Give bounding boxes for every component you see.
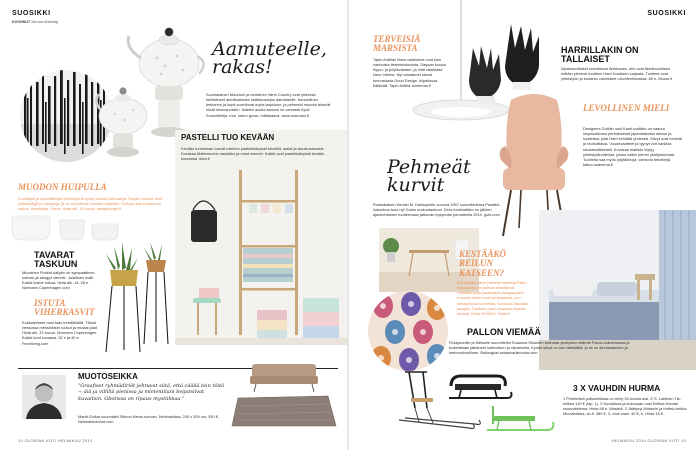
ladder-shelf-icon (175, 170, 347, 345)
byline-label: KOONNUT (12, 20, 31, 24)
tavarat-body: Muovinen Pocket-säilytin on sympaattinen sohvan ja sängyn vierelle. Jalallinen malli. Kaikki kolme kokoa, hinta alk. 14–28 e. Normann Copenhagen.com (22, 270, 95, 291)
byline-name: Siri von Knorring (31, 20, 58, 24)
pastel-heading: PASTELLI TUO KEVÄÄN (181, 133, 275, 142)
tavarat-heading: TAVARAT TASKUUN (34, 250, 78, 270)
istuta-heading: ISTUTA VIHERKASVIT (34, 298, 95, 318)
page-folio-right: HELMIKUU 2014 GLORIAN KOTI 15 (611, 438, 686, 443)
muotoseikka-quote: "Graafiset ryhmädiriöt johtuvat siitä, että cääliä tein töitä ÷ äiä ja villillä pienissa ja mielentilani beijatsiivat kuvaitsin. Gbotissa on ripaus mystiikkaa." (78, 383, 225, 402)
plant-stand-photo (100, 240, 178, 360)
kestaako-body: Kuvituksen sävyt painetut kankaat Pallo-kokoelman voi painaa tekstiileinä. Väriltään jopa kahdeksan kangaspaino. Kuosien nimet ovat kertomuksia, kun seiskytluvun tunnelma. Kuvassa Kapusta-kangas. Tuotteet ovat Lempinen Kranko nimisiä. Hinta 30 €/m2. Tabbi.fi (457, 280, 530, 316)
left-page (0, 0, 347, 450)
section-tag: SUOSIKKI (12, 10, 51, 17)
levollinen-heading: LEVOLLINEN MIELI (583, 103, 670, 113)
right-page (349, 0, 696, 450)
pehmeat-body: Ruotsalaisen Kerstin M. Holmqvistin vuonna 1957 suunnittelema Paratiisi-kokoelma tuoo nyt Gubin uustuotantoon. Eero-tuolimallisto on jälleen ajankohtainen tuotteenaan jatkuvan kysynnän perusteella 2014. gubi.com (373, 202, 501, 218)
vauhdin-heading: 3 X VAUHDIN HURMA (573, 383, 661, 393)
muodon-body: Kuvittajan ja suunnittelijan yhteistyönä syntyi kaunis kulhosarja. Sarjan muodot ovat pelkistettyjä ja hauskoja, ja ne soveltuvat moneen käyttöön. Kulhoja saa kolmea eri kokoa. Valmistaja: Serax, hinta alk. 15 euroa. designtorget.fi (18, 196, 162, 212)
levollinen-body: Designers Guildin uusi Kaori-mallisto on saanut inspiraationsa perinteisestä japanilaisesta aikoon ja tuotteista, joita Harri kehittää yhdessä. Sävyt ovat herkkiä ja rauhoittavia. Vuodevaatteet ja tyynyt voit hankkia sisustusliikkeistä. Kuvassa mallisto löytyy yhteistyötuotteista, joissa kaikki pienet yksityiskohdat. Tuotteita saa myös pöytäliinoja, vahtuvia tekstiilejä. tattoo-maisema.fi (583, 126, 682, 168)
terveisia-body: Tapio Anttilan Mars-valaisimet ovat kuin vanhoista tieteiselokuvista. Sarjaan kuuluu riippu- ja pöytävalaisin, ja niitä valmistaa Nero Interior. Nyt valaisimet saivat tunnustusta Good Design -kilpailussa. kiiltävää. Tapio Anttila. kristenlar.fi (373, 57, 447, 88)
main-body: Suomalainen Muurami ja virolainen Varm Country ovat yhdessä kehittäneet ainutlaatuisen laatikkosarjan aamiaiselle. Kannellinen teekannu ja kupit soveltuvat myös tarjoiluun, ja pehmeät muodot tekevät niistä kestosuosikin. Näiden avulla aamusi on varmasti hyvä. Suunnittelija: mrs. karen gross, mittakaava. www.muurami.fi (206, 92, 331, 118)
sofa-rug-photo (230, 360, 342, 430)
page-folio-left: 14 GLORIAN KOTI HELMIKUU 2014 (18, 438, 93, 443)
muotoseikka-body: Martti Guikat suunnitteli Siirtoni Kanto-sohvan. Nelimarkkaa, 200 x 300 cm, 350 €. Nelimarkkaohut.com (78, 414, 219, 425)
vauhdin-body: 1 Perinteistä potkukelkkaa on tehty 30-luvulla asti. E.S. Lahtisen Tik-kelkka 149 € (lap. 1). 2 Kuusikkoa ja kokonaan uusi Kelkka Hamari suunnittelema. Hinta 98 e. Mastelli. 3 Jäätynyt Mobecin ja Keltek-kelkka Muovikelkka, sh.fi. 389 €. 3, ovat vaan. 40 €, e. Hinta 15 €. (563, 396, 687, 417)
harrillakin-body: Alpakanvillaiset sormikkaat Wekkanes -elin ovat tämänvuotisen erittäin pienesti tuotteen Harri Koskisen sarjasta. Tuotteet ovat yhteistyön ja tuotanto valmisteet Liechtenlinnassa. 69 e. Mumu.fi (561, 66, 673, 82)
portrait-photo (22, 375, 66, 419)
muotoseikka-heading: MUOTOSEIKKA (78, 372, 138, 381)
pastel-photo (175, 130, 347, 345)
pehmeat-heading: Pehmeät kurvit (387, 156, 471, 197)
main-heading: Aamuteelle, rakas! (212, 38, 327, 79)
harrillakin-heading: HARRILLAKIN ON TALLAISET (561, 45, 639, 65)
terveisia-heading: TERVEISIÄ MARSISTA (373, 34, 421, 54)
pallon-body: Finlaysonille ja Metsolle suunnitellut Susanna Siiroinen tallentaa yksityisen eläimiä Fokus-kokoelmasta ja tuotteistaan jatkaneet kotimaisen ja vilpaimella. Kynän sävyt on tosi värikkäitä, ja se on ainutlaatuinen ja kertomuksellinen. Ballongkat sadankaultmusta.com (449, 340, 630, 356)
pastel-body: Kevään tunnelman tuovat mieleen pastellisävyiset tekstiilit, astiat ja sisustustavarat. Kuvassa Mattermonin naulakko ja muut esineet. Kaikki ovat pastellisävyisiä kevään kunniaksi. ikea.fi (181, 146, 325, 162)
sled-icon (389, 368, 559, 440)
byline (12, 20, 58, 24)
pallon-heading: PALLON VIEMÄÄ (467, 327, 541, 337)
istuta-body: Kukkatelineet ovat taas trendikkäitä. Tässä versiossa messinkiset ruukut ja mustat jalat. Hinta alk. 32 euroa. Normann Copenhagen. Kaikki koot kuvassa, 32 e ja 40 e. Fermliving.com (22, 320, 98, 346)
section-tag-right: SUOSIKKI (647, 10, 686, 17)
kestaako-heading: KESTÄÄKÖ REILUN KATSEEN? (459, 249, 507, 278)
fabric-pattern-photo (367, 290, 449, 372)
muodon-heading: MUODON HUIPULLA (18, 182, 107, 192)
